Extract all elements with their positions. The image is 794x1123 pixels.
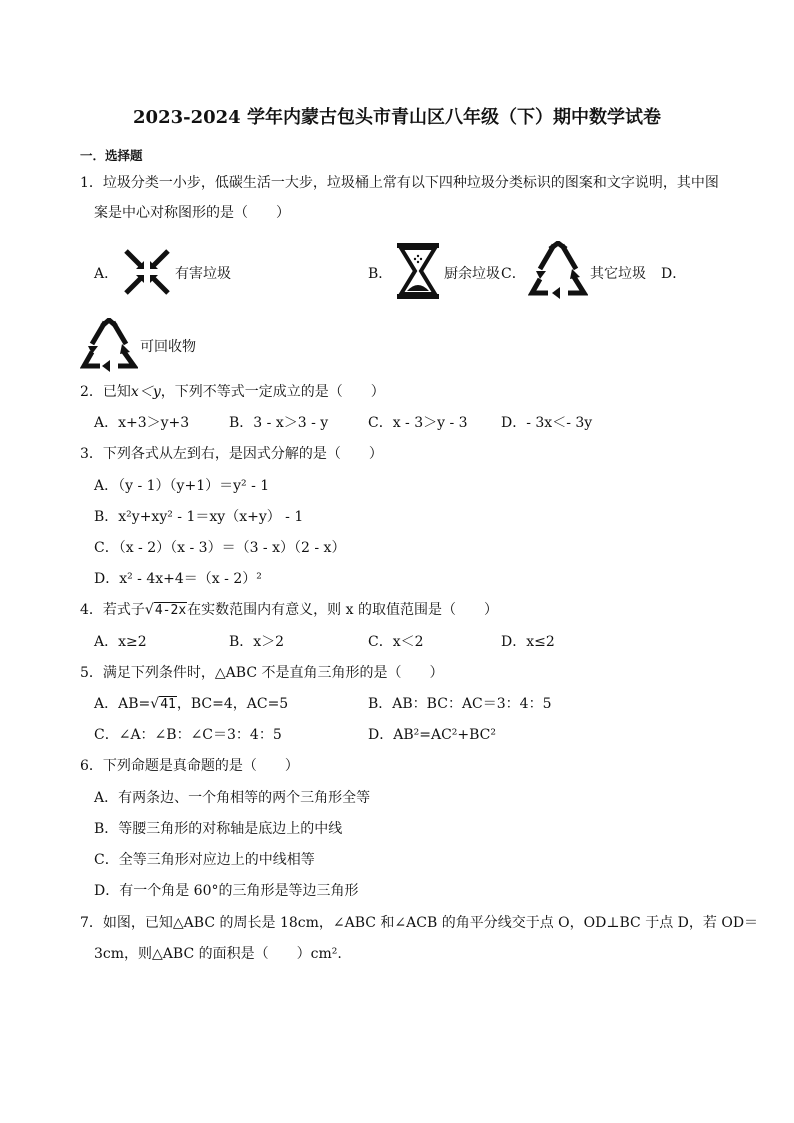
- q4-option-b: B．x＞2: [229, 634, 285, 650]
- recyclable-recycle-icon: [80, 318, 138, 372]
- q1-option-b-letter: B．: [368, 266, 393, 282]
- q5-option-c: C．∠A：∠B：∠C＝3：4：5: [94, 727, 282, 743]
- q1-option-d-letter: D．: [661, 266, 687, 282]
- q5-option-a-ab: AB=: [118, 696, 151, 712]
- q2-stem-post: ，下列不等式一定成立的是（ ）: [160, 384, 385, 400]
- q2-option-d: D．- 3x＜- 3y: [501, 415, 593, 431]
- q5-radicand: 41: [160, 697, 176, 712]
- q1-option-c-text: 其它垃圾: [590, 266, 646, 282]
- q5-option-a-rest: ，BC=4，AC=5: [176, 696, 289, 712]
- q2-option-a: A．x+3＞y+3: [94, 415, 190, 431]
- q3-option-a: A．（y - 1）（y+1）＝y² - 1: [94, 478, 270, 494]
- q1-option-a-text: 有害垃圾: [175, 266, 231, 282]
- sqrt-41: √41: [150, 696, 176, 712]
- q4-stem-post: 在实数范围内有意义，则 x 的取值范围是（ ）: [187, 602, 498, 618]
- q4-stem-pre: 4．若式子: [80, 602, 145, 618]
- q7-stem-line2: 3cm，则△ABC 的面积是（ ）cm².: [94, 946, 342, 962]
- q6-option-b: B．等腰三角形的对称轴是底边上的中线: [94, 821, 343, 837]
- q5-option-a: [94, 695, 288, 714]
- q2-stem-var: x＜y: [130, 384, 161, 400]
- q6-option-c: C．全等三角形对应边上的中线相等: [94, 852, 315, 868]
- q3-stem: 3．下列各式从左到右，是因式分解的是（ ）: [80, 446, 383, 462]
- q3-option-c: C．（x - 2）（x - 3）＝（3 - x）（2 - x）: [94, 540, 346, 556]
- q3-option-d: D．x² - 4x+4＝（x - 2）²: [94, 571, 262, 587]
- q1-stem-line2: 案是中心对称图形的是（ ）: [94, 205, 290, 221]
- q5-stem: 5．满足下列条件时，△ABC 不是直角三角形的是（ ）: [80, 665, 444, 681]
- q4-stem: [80, 601, 498, 620]
- q6-option-a: A．有两条边、一个角相等的两个三角形全等: [94, 790, 371, 806]
- q2-stem-pre: 2．已知: [80, 384, 131, 400]
- q5-option-d: D．AB²=AC²+BC²: [368, 727, 497, 743]
- q2-option-b: B．3 - x＞3 - y: [229, 415, 329, 431]
- q2-stem: [80, 383, 385, 401]
- q4-radicand: 4-2x: [154, 603, 187, 618]
- q1-stem-line1: 1．垃圾分类一小步，低碳生活一大步，垃圾桶上常有以下四种垃圾分类标识的图案和文字说明，其中图: [80, 175, 719, 191]
- q1-option-d-text: 可回收物: [140, 339, 196, 355]
- q1-option-c-letter: C．: [501, 266, 526, 282]
- q7-stem-line1: 7．如图，已知△ABC 的周长是 18cm，∠ABC 和∠ACB 的角平分线交于点 O，OD⊥BC 于点 D，若 OD＝: [80, 915, 759, 931]
- q6-option-d: D．有一个角是 60°的三角形是等边三角形: [94, 883, 359, 899]
- q3-option-b: B．x²y+xy² - 1＝xy（x+y） - 1: [94, 509, 304, 525]
- q5-option-a-letter: A．: [94, 696, 119, 712]
- food-waste-icon: [395, 241, 441, 301]
- other-waste-recycle-icon: [528, 241, 588, 299]
- q5-option-b: B．AB：BC：AC＝3：4：5: [368, 696, 552, 712]
- q4-option-a: A．x≥2: [94, 634, 147, 650]
- hazardous-waste-icon: [122, 247, 172, 297]
- q6-stem: 6．下列命题是真命题的是（ ）: [80, 758, 299, 774]
- q4-option-c: C．x＜2: [368, 634, 424, 650]
- page-title: 2023-2024 学年内蒙古包头市青山区八年级（下）期中数学试卷: [133, 107, 661, 128]
- section-heading: 一．选择题: [80, 148, 143, 163]
- sqrt-expression: √4-2x: [144, 602, 187, 618]
- q1-option-b-text: 厨余垃圾: [444, 266, 500, 282]
- q1-option-a-letter: A．: [94, 266, 119, 282]
- q4-option-d: D．x≤2: [501, 634, 555, 650]
- q2-option-c: C．x - 3＞y - 3: [368, 415, 468, 431]
